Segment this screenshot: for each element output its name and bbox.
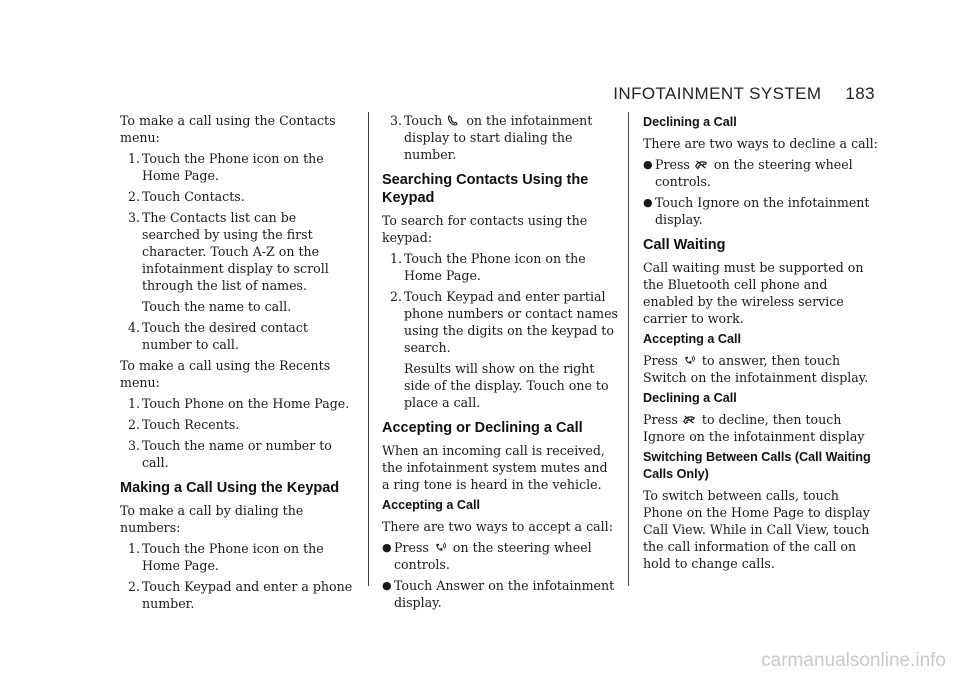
list-item: 2. Touch Recents. <box>128 417 240 432</box>
subheading: Declining a Call <box>643 115 737 129</box>
page-number: 183 <box>845 84 875 103</box>
section-heading: Making a Call Using the Keypad <box>120 480 340 496</box>
column-divider <box>368 112 369 586</box>
switch-text: To switch between calls, touch Phone on the Home Page to display Call View. While in Call View, touch the call information of the call on hold to change calls. <box>643 488 870 571</box>
keypad-intro: To make a call by dialing the numbers: <box>120 503 304 535</box>
wait-accept-text: Press to answer, then touch Switch on the infotainment display. <box>643 353 869 385</box>
list-item: ● Touch Ignore on the infotainment display. <box>643 195 870 227</box>
accepting-intro: There are two ways to accept a call: <box>382 519 613 534</box>
list-item: ● Press on the steering wheel controls. <box>382 540 592 572</box>
declining-intro: There are two ways to decline a call: <box>643 136 878 151</box>
list-item: 1. Touch the Phone icon on the Home Page. <box>390 251 586 283</box>
column-divider <box>628 112 629 586</box>
end-call-icon <box>682 414 696 425</box>
list-item: 4. Touch the desired contact number to call. <box>128 320 308 352</box>
column-1 <box>120 112 355 616</box>
wait-decline-text: Press to decline, then touch Ignore on the infotainment display <box>643 412 865 444</box>
list-item: 1. Touch the Phone icon on the Home Page. <box>128 541 324 573</box>
list-item: ● Press on the steering wheel controls. <box>643 157 853 189</box>
list-item: 1. Touch Phone on the Home Page. <box>128 396 350 411</box>
list-item: 2. Touch Keypad and enter partial phone numbers or contact names using the digits on the keypad to search. <box>390 289 619 355</box>
section-heading: Accepting or Declining a Call <box>382 420 583 436</box>
subheading: Declining a Call <box>643 391 737 405</box>
column-2 <box>382 112 618 615</box>
subheading: Switching Between Calls (Call Waiting Calls Only) <box>643 450 871 481</box>
recents-intro: To make a call using the Recents menu: <box>120 358 331 390</box>
list-item: ● Touch Answer on the infotainment display. <box>382 578 615 610</box>
column-3 <box>643 112 879 576</box>
list-item: 1. Touch the Phone icon on the Home Page. <box>128 151 324 183</box>
push-to-talk-icon <box>682 355 696 366</box>
step-subtext: Touch the name to call. <box>142 299 292 314</box>
push-to-talk-icon <box>433 542 447 553</box>
bullet-icon: ● <box>382 541 392 554</box>
section-heading: Call Waiting <box>643 237 726 253</box>
list-item: 3. Touch on the infotainment display to start dialing the number. <box>390 113 593 162</box>
list-item: 2. Touch Contacts. <box>128 189 245 204</box>
bullet-icon: ● <box>382 579 392 592</box>
contacts-intro: To make a call using the Contacts menu: <box>120 113 336 145</box>
end-call-icon <box>694 159 708 170</box>
list-item: 3. The Contacts list can be searched by using the first character. Touch A-Z on the infotainment display to scroll through the list of names. <box>128 210 329 293</box>
page-header <box>613 84 875 104</box>
bullet-icon: ● <box>643 196 653 209</box>
watermark: carmanualsonline.info <box>761 650 946 671</box>
section-heading: Searching Contacts Using the Keypad <box>382 172 589 206</box>
step-subtext: Results will show on the right side of the display. Touch one to place a call. <box>404 361 609 410</box>
subheading: Accepting a Call <box>382 498 480 512</box>
subheading: Accepting a Call <box>643 332 741 346</box>
incoming-text: When an incoming call is received, the infotainment system mutes and a ring tone is heard in the vehicle. <box>382 443 608 492</box>
phone-handset-icon <box>446 115 460 126</box>
search-intro: To search for contacts using the keypad: <box>382 213 588 245</box>
list-item: 2. Touch Keypad and enter a phone number. <box>128 579 353 611</box>
list-item: 3. Touch the name or number to call. <box>128 438 332 470</box>
bullet-icon: ● <box>643 158 653 171</box>
section-title: INFOTAINMENT SYSTEM <box>613 84 822 103</box>
waiting-text: Call waiting must be supported on the Bluetooth cell phone and enabled by the wireless service carrier to work. <box>643 260 864 326</box>
